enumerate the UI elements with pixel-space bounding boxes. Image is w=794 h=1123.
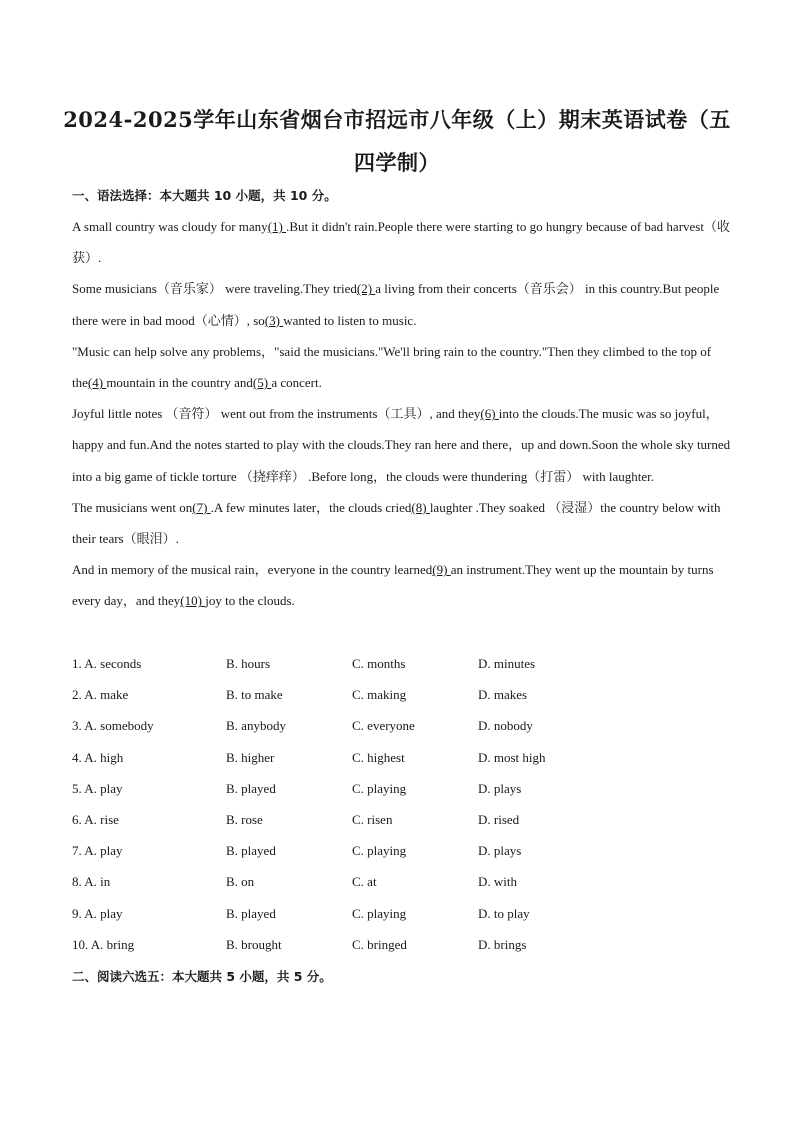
option-d: D. minutes [478, 656, 536, 671]
title-line-1: 2024-2025学年山东省烟台市招远市八年级（上）期末英语试卷（五 [63, 107, 731, 132]
option-c: C. playing [352, 780, 407, 796]
passage-text: a concert. [271, 375, 322, 391]
option-a: 3. A. somebody [72, 718, 154, 734]
passage-text: And in memory of the musical rain，everyone in the country learned [72, 562, 433, 578]
option-c: C. bringed [352, 936, 407, 952]
blank-10: (10) [180, 593, 206, 609]
passage-text: "Music can help solve any problems，"said the musicians."We'll bring rain to the country."Then they climbed to the top of the [72, 343, 712, 391]
cloze-passage [72, 211, 732, 617]
option-d: D. with [478, 874, 517, 890]
option-c: C. risen [352, 811, 393, 827]
passage-paragraph [72, 398, 732, 492]
passage-text: mountain in the country and [106, 375, 253, 391]
question-row [72, 710, 732, 741]
option-b: B. played [226, 843, 276, 859]
option-b: B. hours [226, 656, 271, 671]
option-d: D. to play [478, 905, 530, 921]
option-c: C. highest [352, 749, 405, 765]
passage-text: an instrument.They went up the mountain by turns every day，and they [72, 562, 714, 609]
passage-text: .But it didn't rain.People there were starting to go hungry because of bad harvest（收获）. [72, 219, 730, 266]
question-row [72, 804, 732, 835]
blank-9: (9) [432, 562, 451, 578]
option-d: D. rised [478, 811, 520, 827]
option-a: 4. A. high [72, 749, 124, 765]
blank-4: (4) [87, 375, 107, 391]
option-b: B. on [226, 874, 255, 890]
option-c: C. playing [352, 843, 407, 859]
option-a: 9. A. play [72, 905, 123, 921]
question-row [72, 835, 732, 866]
question-row [72, 742, 732, 773]
passage-text: Some musicians（音乐家） were traveling.They tried [72, 281, 357, 297]
passage-text: .A few minutes later，the clouds cried [210, 499, 412, 515]
passage-text: wanted to listen to music. [283, 312, 417, 328]
option-a: 6. A. rise [72, 811, 119, 827]
question-row [72, 648, 732, 679]
option-b: B. played [226, 780, 276, 796]
question-row [72, 898, 732, 929]
passage-text: laughter .They soaked （浸湿）the country below with their tears（眼泪）. [72, 499, 721, 547]
option-d: D. plays [478, 780, 522, 796]
option-b: B. anybody [226, 718, 286, 734]
question-row [72, 866, 732, 897]
question-row [72, 679, 732, 710]
passage-paragraph [72, 492, 732, 554]
option-a: 7. A. play [72, 843, 123, 859]
blank-3: (3) [264, 312, 284, 328]
option-a: 8. A. in [72, 874, 111, 890]
option-c: C. everyone [352, 718, 415, 734]
blank-8: (8) [411, 499, 430, 515]
option-b: B. brought [226, 936, 282, 952]
option-a: 1. A. seconds [72, 656, 142, 671]
option-d: D. makes [478, 687, 528, 703]
option-b: B. played [226, 905, 276, 921]
option-a: 10. A. bring [72, 936, 135, 952]
question-options [72, 648, 732, 960]
option-a: 5. A. play [72, 780, 123, 796]
option-c: C. making [352, 687, 407, 703]
section-heading-reading: 二、阅读六选五：本大题共 5 小题，共 5 分。 [72, 969, 332, 984]
question-row [72, 929, 732, 960]
option-c: C. months [352, 656, 406, 671]
option-b: B. rose [226, 811, 263, 827]
option-d: D. plays [478, 843, 522, 859]
passage-text: The musicians went on [72, 499, 193, 515]
blank-6: (6) [480, 406, 499, 422]
passage-text: into the clouds.The music was so joyful，happy and fun.And the notes started to play with the clouds.They ran here and there，up and down.Soon the whole sky turned into a big game of tickle torture （挠痒痒） .Before long，the clouds were thundering（打雷） with laughter. [72, 406, 731, 484]
option-c: C. playing [352, 905, 407, 921]
passage-paragraph [72, 211, 732, 273]
passage-text: joy to the clouds. [205, 593, 295, 609]
title-line-2: 四学制） [354, 150, 440, 175]
option-d: D. most high [478, 749, 546, 765]
blank-5: (5) [252, 375, 272, 391]
passage-text: a living from their concerts（音乐会） in this country.But people there were in bad mood（心情）, so [72, 281, 720, 328]
passage-text: A small country was cloudy for many [72, 219, 268, 234]
option-a: 2. A. make [72, 687, 129, 703]
question-row [72, 773, 732, 804]
option-c: C. at [352, 874, 377, 890]
option-d: D. brings [478, 936, 527, 952]
option-b: B. higher [226, 749, 275, 765]
blank-2: (2) [356, 281, 376, 297]
passage-text: Joyful little notes （音符） went out from the instruments（工具）, and they [72, 406, 481, 422]
option-d: D. nobody [478, 718, 533, 734]
section-heading-grammar: 一、语法选择：本大题共 10 小题，共 10 分。 [72, 188, 337, 203]
option-b: B. to make [226, 687, 283, 703]
blank-1: (1) [267, 219, 287, 234]
passage-paragraph [72, 273, 732, 335]
exam-title [60, 98, 734, 184]
passage-paragraph [72, 336, 732, 398]
passage-paragraph [72, 554, 732, 616]
blank-7: (7) [192, 499, 211, 515]
